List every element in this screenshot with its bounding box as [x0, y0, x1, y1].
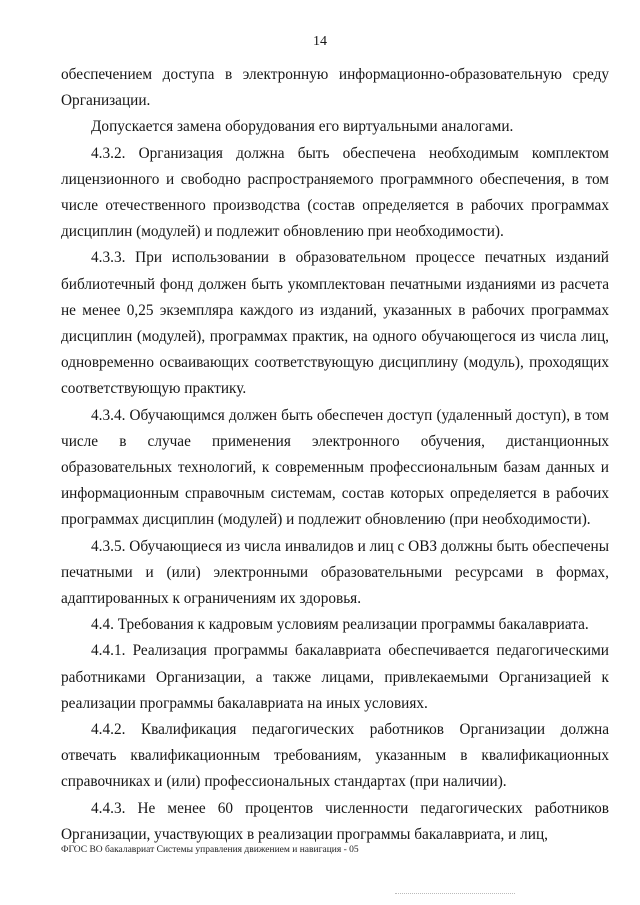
paragraph-4-4-2: 4.4.2. Квалификация педагогических работников Организации должна отвечать квалификационным требованиям, указанным в квалификационных справочниках и (или) профессиональных стандартах (при наличии). — [61, 721, 609, 791]
page-number: 14 — [313, 34, 327, 49]
document-footer: ФГОС ВО бакалавриат Системы управления движением и навигация - 05 — [61, 845, 359, 855]
paragraph-equipment-replacement: Допускается замена оборудования его виртуальными аналогами. — [91, 118, 514, 136]
paragraph-continuation: обеспечением доступа в электронную информационно-образовательную среду Организации. — [61, 66, 609, 110]
paragraph-4-3-2: 4.3.2. Организация должна быть обеспечена необходимым комплектом лицензионного и свободно распространяемого программного обеспечения, в том числе отечественного производства (состав определяется в рабочих программах дисциплин (модулей) и подлежит обновлению при необходимости). — [61, 144, 609, 241]
paragraph-4-3-5: 4.3.5. Обучающиеся из числа инвалидов и лиц с ОВЗ должны быть обеспечены печатными и (или) электронными образовательными ресурсами в формах, адаптированных к ограничениям их здоровья. — [61, 537, 609, 608]
paragraph-4-3-4: 4.3.4. Обучающимся должен быть обеспечен доступ (удаленный доступ), в том числе в случае применения электронного обучения, дистанционных образовательных технологий, к современным профессиональным базам данных и информационным справочным системам, состав которых определяется в рабочих программах дисциплин (модулей) и подлежит обновлению (при необходимости). — [61, 406, 609, 529]
scan-artifact-line — [395, 893, 515, 895]
paragraph-4-3-3: 4.3.3. При использовании в образовательном процессе печатных изданий библиотечный фонд должен быть укомплектован печатными изданиями из расчета не менее 0,25 экземпляра каждого из изданий, указанных в рабочих программах дисциплин (модулей), программах практик, на одного обучающегося из числа лиц, одновременно осваивающих соответствующую дисциплину (модуль), проходящих соответствующую практику. — [61, 249, 609, 398]
paragraph-4-4-1: 4.4.1. Реализация программы бакалавриата обеспечивается педагогическими работниками Организации, а также лицами, привлекаемыми Организацией к реализации программы бакалавриата на иных условиях. — [61, 642, 609, 712]
paragraph-4-4: 4.4. Требования к кадровым условиям реализации программы бакалавриата. — [91, 616, 589, 634]
paragraph-4-4-3: 4.4.3. Не менее 60 процентов численности педагогических работников Организации, участвующих в реализации программы бакалавриата, и лиц, — [61, 799, 609, 843]
document-body — [61, 62, 609, 848]
